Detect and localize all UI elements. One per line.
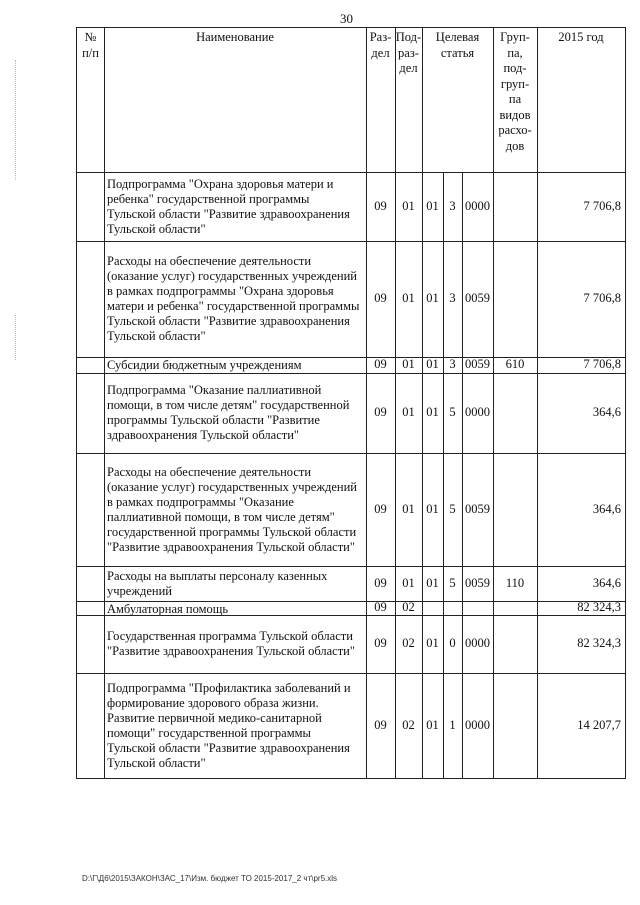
podrazdel-cell: 01	[402, 502, 415, 516]
razdel-cell: 09	[374, 576, 387, 590]
row-name-cell: Расходы на обеспечение деятельности (оказание услуг) государственных учреждений в рамках подпрограммы "Охрана здоровья матери и ребенка" государственной программы Тульской области "Развитие здравоохранения Тульской области"	[107, 254, 360, 343]
amount-cell: 364,6	[592, 502, 621, 516]
podrazdel-cell: 02	[402, 636, 415, 650]
amount-cell: 364,6	[592, 576, 621, 590]
target-subprogram-cell: 5	[449, 576, 456, 590]
row-name-cell: Подпрограмма "Профилактика заболеваний и формирование здорового образа жизни. Развитие первичной медико-санитарной помощи" государственной программы Тульской области "Развитие здравоохранения Тульской области"	[107, 681, 351, 770]
header-expense-group: Груп- па, под- груп- па видов расхо- дов	[498, 30, 532, 153]
row-name-cell: Расходы на обеспечение деятельности (оказание услуг) государственных учреждений в рамках подпрограммы "Оказание паллиативной помощи, в том числе детям" государственной программы Тульской области "Развитие здравоохранения Тульской области"	[107, 465, 357, 554]
target-direction-cell: 0059	[465, 291, 490, 305]
target-subprogram-cell: 3	[449, 199, 456, 213]
amount-cell: 82 324,3	[577, 600, 621, 614]
razdel-cell: 09	[374, 600, 387, 614]
target-program-cell: 01	[426, 199, 439, 213]
header-num: № п/п	[82, 30, 99, 60]
header-year: 2015 год	[558, 30, 604, 44]
amount-cell: 7 706,8	[583, 199, 621, 213]
razdel-cell: 09	[374, 636, 387, 650]
podrazdel-cell: 01	[402, 291, 415, 305]
row-name-cell: Амбулаторная помощь	[107, 602, 229, 616]
razdel-cell: 09	[374, 718, 387, 732]
podrazdel-cell: 01	[402, 576, 415, 590]
margin-mark	[15, 60, 16, 180]
target-program-cell: 01	[426, 718, 439, 732]
file-path-footer: D:\Г\Д6\2015\ЗАКОН\ЗАС_17\Изм. бюджет ТО 2015-2017_2 чт\pr5.xls	[82, 874, 338, 883]
target-program-cell: 01	[426, 291, 439, 305]
amount-cell: 364,6	[592, 405, 621, 419]
target-direction-cell: 0000	[465, 636, 490, 650]
razdel-cell: 09	[374, 405, 387, 419]
header-name: Наименование	[196, 30, 274, 44]
podrazdel-cell: 01	[402, 405, 415, 419]
row-name-cell: Подпрограмма "Оказание паллиативной помощи, в том числе детям" государственной программы Тульской области "Развитие здравоохранения Тульской области"	[107, 383, 350, 442]
target-subprogram-cell: 3	[449, 357, 456, 371]
razdel-cell: 09	[374, 199, 387, 213]
header-section: Раз- дел	[369, 30, 392, 60]
expense-type-cell: 110	[505, 576, 525, 590]
target-subprogram-cell: 3	[449, 291, 456, 305]
margin-mark	[15, 315, 16, 360]
budget-table	[76, 27, 626, 779]
amount-cell: 7 706,8	[583, 357, 621, 371]
razdel-cell: 09	[374, 357, 387, 371]
expense-type-cell: 610	[505, 357, 525, 371]
target-program-cell: 01	[426, 576, 439, 590]
podrazdel-cell: 01	[402, 357, 415, 371]
row-name-cell: Государственная программа Тульской области "Развитие здравоохранения Тульской области"	[107, 629, 355, 658]
amount-cell: 14 207,7	[577, 718, 621, 732]
row-name-cell: Субсидии бюджетным учреждениям	[107, 358, 302, 372]
amount-cell: 82 324,3	[577, 636, 621, 650]
target-direction-cell: 0000	[465, 405, 490, 419]
target-direction-cell: 0000	[465, 718, 490, 732]
page-number: 30	[340, 11, 353, 26]
target-direction-cell: 0000	[465, 199, 490, 213]
target-program-cell: 01	[426, 636, 439, 650]
podrazdel-cell: 02	[402, 600, 415, 614]
amount-cell: 7 706,8	[583, 291, 621, 305]
target-program-cell: 01	[426, 405, 439, 419]
target-direction-cell: 0059	[465, 502, 490, 516]
row-name-cell: Подпрограмма "Охрана здоровья матери и ребенка" государственной программы Тульской области "Развитие здравоохранения Тульской области"	[107, 177, 350, 236]
header-subsection: Под- раз- дел	[395, 30, 422, 75]
target-program-cell: 01	[426, 357, 439, 371]
razdel-cell: 09	[374, 502, 387, 516]
row-name-cell: Расходы на выплаты персоналу казенных учреждений	[107, 569, 328, 598]
podrazdel-cell: 01	[402, 199, 415, 213]
target-subprogram-cell: 1	[449, 718, 456, 732]
target-direction-cell: 0059	[465, 576, 490, 590]
podrazdel-cell: 02	[402, 718, 415, 732]
target-subprogram-cell: 5	[449, 502, 456, 516]
target-direction-cell: 0059	[465, 357, 490, 371]
header-target-article: Целевая статья	[435, 30, 480, 60]
target-subprogram-cell: 5	[449, 405, 456, 419]
razdel-cell: 09	[374, 291, 387, 305]
target-subprogram-cell: 0	[449, 636, 456, 650]
target-program-cell: 01	[426, 502, 439, 516]
